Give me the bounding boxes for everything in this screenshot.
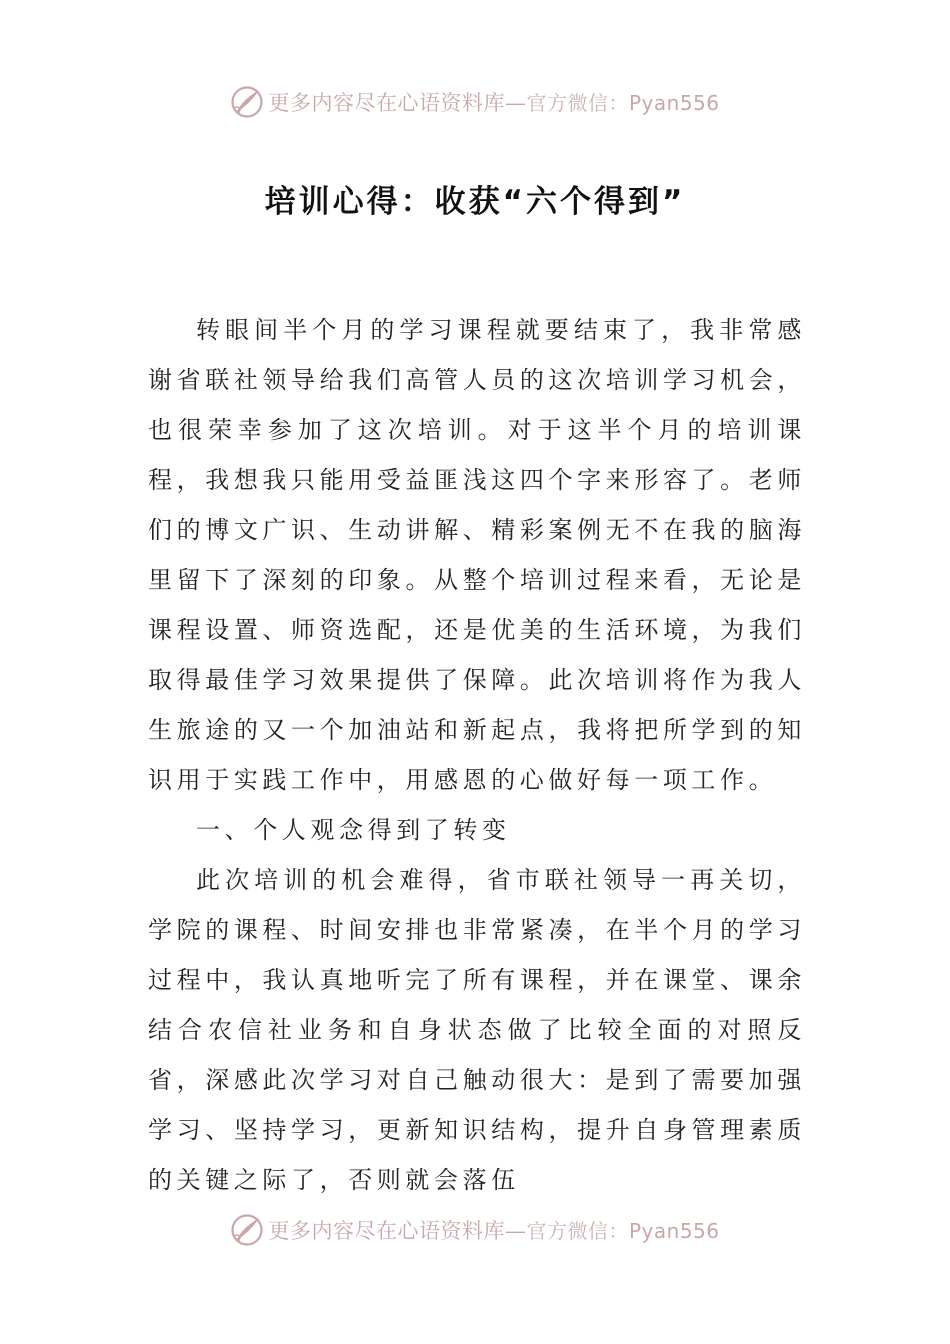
watermark-main-text: 更多内容尽在心语资料库 [268,91,505,115]
footer-watermark-banner [0,1210,950,1250]
watermark-dash: — [504,1219,527,1243]
watermark-text [268,1215,719,1245]
watermark-account: Pyan556 [628,91,720,115]
watermark-wechat-label: 官方微信： [526,1219,629,1243]
header-watermark-banner [0,82,950,122]
document-body [148,305,806,1205]
body-paragraph: 转眼间半个月的学习课程就要结束了，我非常感谢省联社领导给我们高管人员的这次培训学习机会，也很荣幸参加了这次培训。对于这半个月的培训课程，我想我只能用受益匪浅这四个字来形容了。老师们的博文广识、生动讲解、精彩案例无不在我的脑海里留下了深刻的印象。从整个培训过程来看，无论是课程设置、师资选配，还是优美的生活环境，为我们取得最佳学习效果提供了保障。此次培训将作为我人生旅途的又一个加油站和新起点，我将把所学到的知识用于实践工作中，用感恩的心做好每一项工作。 [148,316,806,794]
watermark-main-text: 更多内容尽在心语资料库 [268,1219,505,1243]
document-title: 培训心得：收获“六个得到” [264,184,686,220]
watermark-dash: — [504,91,527,115]
watermark-account: Pyan556 [628,1219,720,1243]
body-paragraph: 此次培训的机会难得，省市联社领导一再关切，学院的课程、时间安排也非常紧凑，在半个月的学习过程中，我认真地听完了所有课程，并在课堂、课余结合农信社业务和自身状态做了比较全面的对照反省，深感此次学习对自己触动很大：是到了需要加强学习、坚持学习，更新知识结构，提升自身管理素质的关键之际了，否则就会落伍 [148,866,806,1194]
watermark-wechat-label: 官方微信： [526,91,629,115]
quill-pen-logo-icon [230,1213,264,1247]
section-heading: 一、个人观念得到了转变 [196,816,511,844]
quill-pen-logo-icon [230,85,264,119]
watermark-text [268,87,719,117]
